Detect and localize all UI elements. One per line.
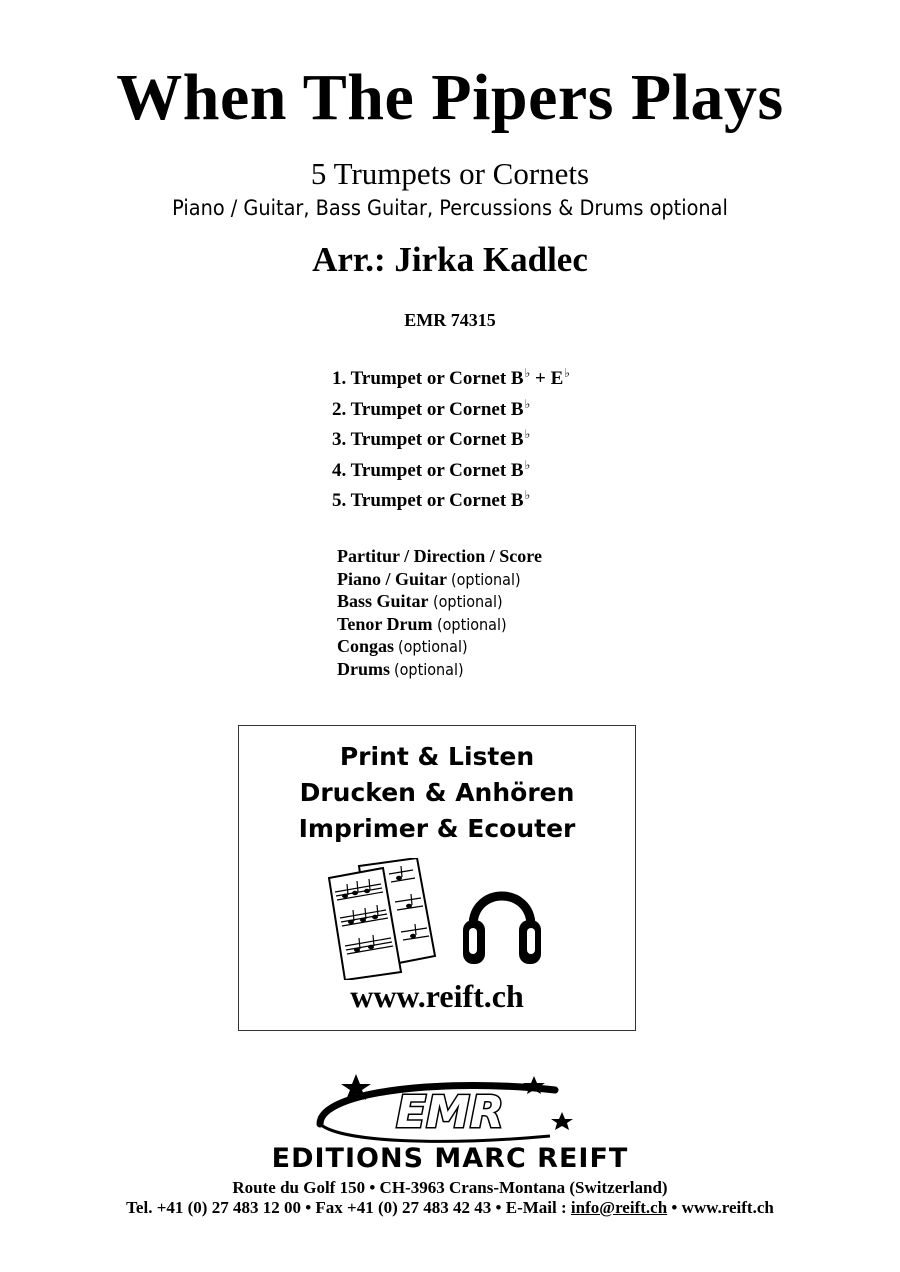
publisher-contact	[0, 1198, 900, 1218]
optional-note: (optional)	[398, 637, 468, 657]
additional-parts-list	[337, 546, 542, 682]
subtitle: 5 Trumpets or Cornets	[310, 156, 590, 191]
parts-list	[332, 366, 570, 519]
contact-website: • www.reift.ch	[667, 1198, 774, 1217]
part-item	[332, 366, 570, 397]
print-listen-box	[238, 725, 636, 1031]
optional-note: (optional)	[451, 569, 521, 589]
part-item	[332, 488, 570, 519]
extra-part-item	[337, 546, 542, 569]
part-item	[332, 458, 570, 489]
emr-logo	[300, 1072, 590, 1152]
promo-illustration	[313, 858, 563, 980]
part-joiner: + E	[530, 368, 564, 389]
extra-part-name: Congas	[337, 636, 395, 657]
catalog-number: EMR 74315	[404, 310, 496, 330]
page-title: When The Pipers Plays	[116, 61, 784, 134]
extra-part-name: Bass Guitar	[337, 591, 429, 612]
extra-part-item	[337, 591, 542, 614]
optional-note: (optional)	[432, 592, 503, 612]
flat-sign: ♭	[564, 366, 570, 380]
arranger-credit: Arr.: Jirka Kadlec	[312, 240, 588, 279]
flat-sign: ♭	[524, 396, 531, 411]
part-label: 3. Trumpet or Cornet B	[332, 429, 524, 450]
flat-sign: ♭	[524, 427, 531, 441]
flat-sign: ♭	[524, 488, 531, 502]
extra-part-item	[337, 636, 542, 659]
part-item	[332, 397, 570, 428]
contact-phone-fax: Tel. +41 (0) 27 483 12 00 • Fax +41 (0) 27 483 42 43 • E-Mail :	[126, 1198, 571, 1217]
part-label: 4. Trumpet or Cornet B	[332, 459, 524, 481]
extra-part-name: Drums	[337, 658, 390, 679]
extra-part-item	[337, 659, 542, 682]
instrumentation-note: Piano / Guitar, Bass Guitar, Percussions & Drums optional	[172, 196, 728, 220]
extra-part-name: Partitur / Direction / Score	[337, 546, 542, 566]
promo-line-french: Imprimer & Ecouter	[298, 814, 576, 843]
flat-sign: ♭	[524, 366, 531, 380]
part-label: 2. Trumpet or Cornet B	[332, 398, 524, 420]
part-label: 1. Trumpet or Cornet B	[332, 368, 524, 389]
publisher-name: EDITIONS MARC REIFT	[271, 1143, 629, 1174]
extra-part-name: Tenor Drum	[337, 613, 433, 634]
part-item	[332, 427, 570, 458]
emr-logo-text: EMR	[396, 1087, 504, 1138]
promo-line-english: Print & Listen	[339, 742, 535, 771]
headphones-icon	[463, 896, 541, 964]
publisher-address: Route du Golf 150 • CH-3963 Crans-Montana (Switzerland)	[232, 1178, 668, 1197]
promo-line-german: Drucken & Anhören	[299, 778, 575, 807]
optional-note: (optional)	[436, 614, 507, 634]
optional-note: (optional)	[394, 659, 464, 679]
promo-website-link[interactable]: www.reift.ch	[350, 978, 524, 1014]
sheet-music-icon	[329, 858, 435, 980]
extra-part-item	[337, 614, 542, 637]
extra-part-name: Piano / Guitar	[337, 568, 448, 589]
flat-sign: ♭	[524, 457, 531, 472]
email-link[interactable]: info@reift.ch	[570, 1198, 668, 1217]
part-label: 5. Trumpet or Cornet B	[332, 490, 524, 511]
extra-part-item	[337, 569, 542, 592]
